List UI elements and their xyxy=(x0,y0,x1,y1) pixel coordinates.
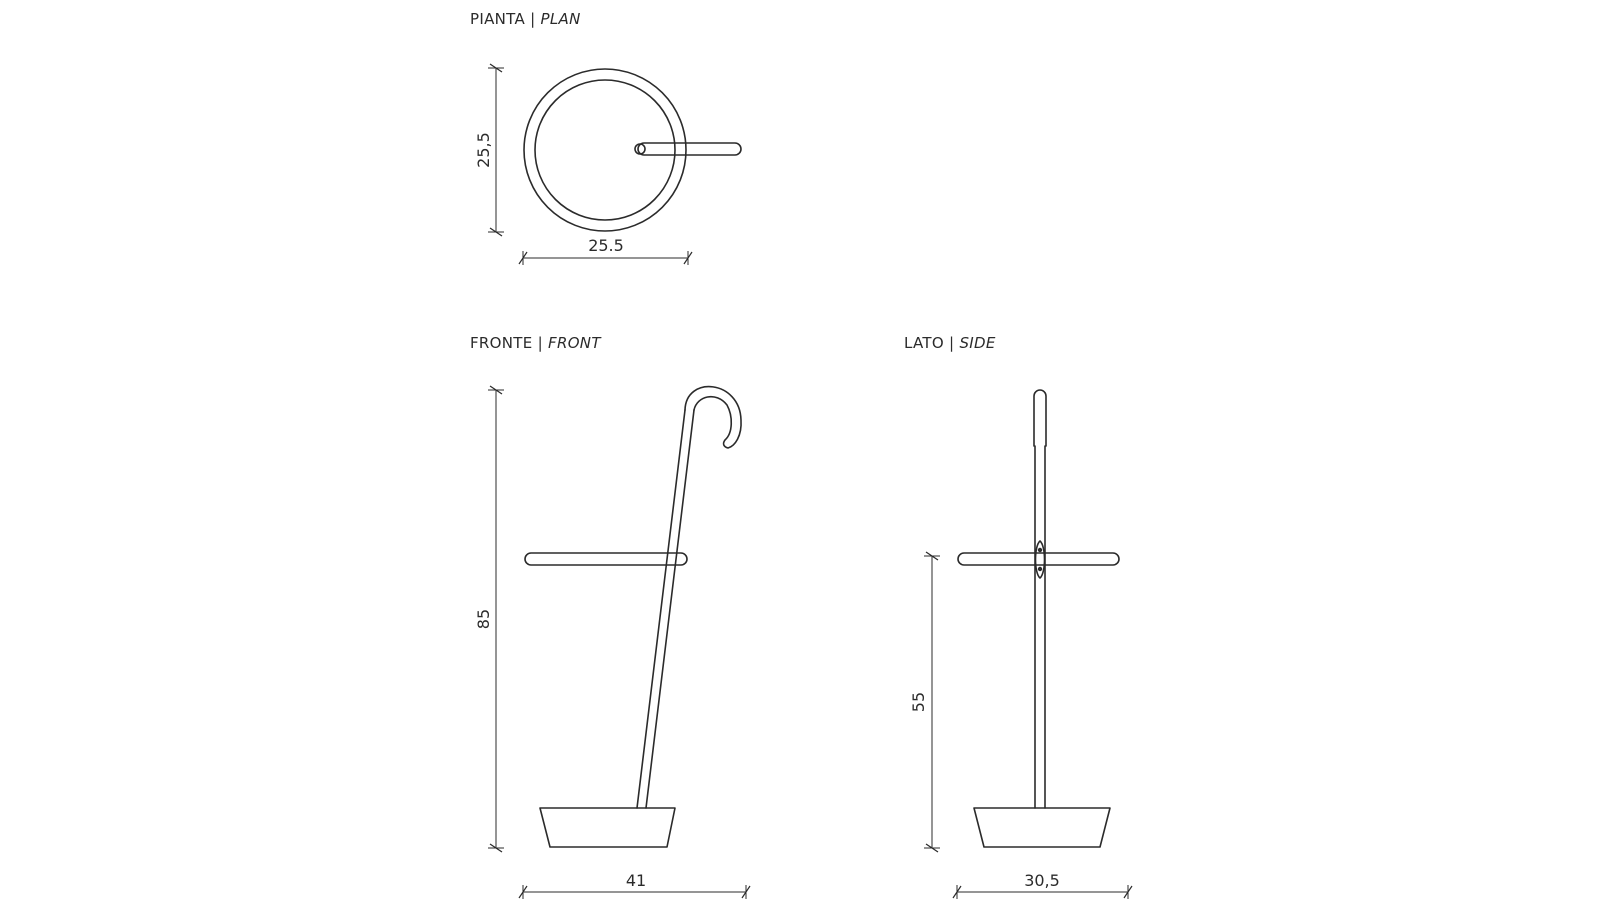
front-ring-bar xyxy=(525,553,687,565)
plan-separator: | xyxy=(530,10,536,28)
side-height-label: 55 xyxy=(909,691,928,713)
front-width-label: 41 xyxy=(625,871,647,890)
side-ring-bar xyxy=(958,553,1119,565)
side-separator: | xyxy=(949,334,955,352)
plan-depth-label: 25,5 xyxy=(474,132,493,168)
front-label-en: FRONT xyxy=(548,334,601,352)
side-connector-joint xyxy=(1036,541,1045,578)
front-separator: | xyxy=(537,334,543,352)
side-joint-pin-bottom xyxy=(1038,567,1042,571)
side-label-en: SIDE xyxy=(959,334,996,352)
front-height-label: 85 xyxy=(474,608,493,630)
plan-inner-rim xyxy=(535,80,675,220)
side-view xyxy=(909,390,1132,899)
plan-width-label: 25.5 xyxy=(588,236,624,255)
side-base xyxy=(974,808,1110,847)
front-base xyxy=(540,808,675,847)
side-label-it: LATO xyxy=(904,334,944,352)
front-pole-left-edge xyxy=(637,410,685,808)
plan-label-it: PIANTA xyxy=(470,10,526,28)
side-joint-pin-top xyxy=(1038,548,1042,552)
side-width-label: 30,5 xyxy=(1024,871,1060,890)
plan-ring-handle xyxy=(638,143,741,155)
front-label-it: FRONTE xyxy=(470,334,533,352)
plan-view xyxy=(474,64,741,265)
plan-outer-rim xyxy=(524,69,686,231)
front-view xyxy=(474,386,750,899)
plan-label-en: PLAN xyxy=(540,10,581,28)
side-pole-top xyxy=(1034,390,1046,446)
front-pole-right-edge xyxy=(646,410,694,808)
